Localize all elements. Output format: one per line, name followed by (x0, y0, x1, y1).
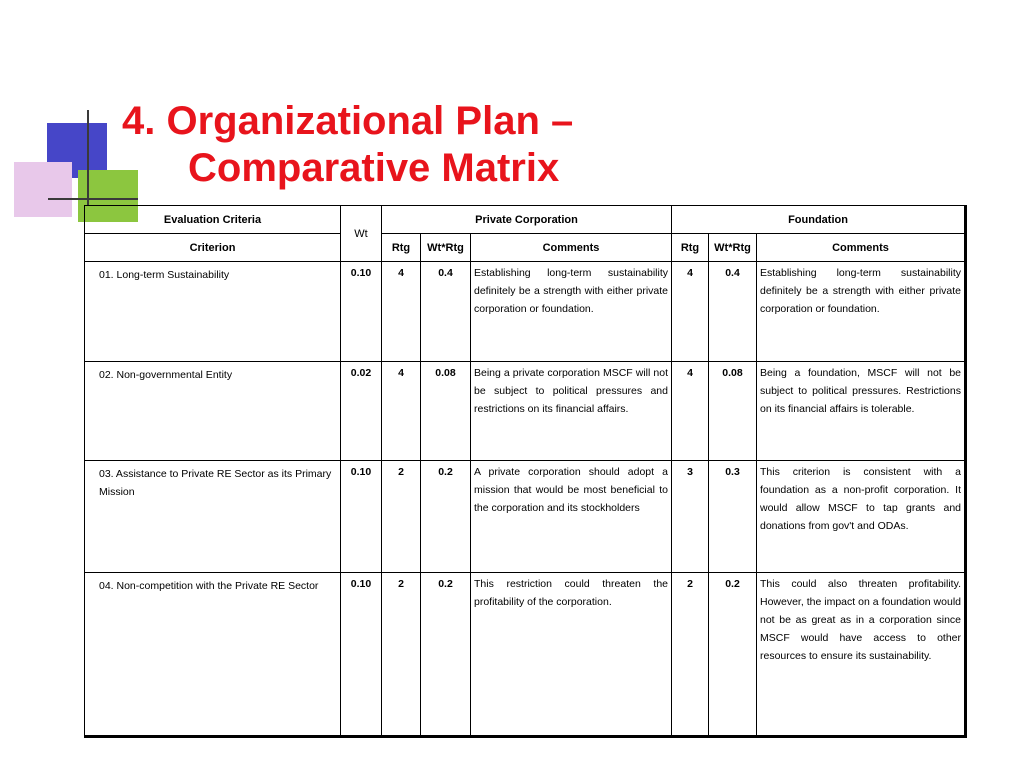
slide-title-line2: Comparative Matrix (188, 146, 560, 190)
wt-cell: 0.10 (341, 461, 382, 573)
header-private-corporation: Private Corporation (382, 206, 672, 234)
pc-wtrtg-cell: 0.08 (421, 362, 471, 461)
table-row (85, 362, 966, 461)
f-comment-cell: This criterion is consistent with a foundation as a non-profit corporation. It would allow MSCF to tap grants and donations from gov't and ODAs. (757, 461, 966, 573)
pc-rtg-cell: 2 (382, 461, 421, 573)
f-comment-cell: Being a foundation, MSCF will not be subject to political pressures. Restrictions on its financial affairs is tolerable. (757, 362, 966, 461)
f-rtg-cell: 4 (672, 362, 709, 461)
header-f-rtg: Rtg (672, 234, 709, 262)
pc-comment-cell: This restriction could threaten the profitability of the corporation. (471, 573, 672, 737)
decor-vertical-line (87, 110, 89, 206)
header-wt: Wt (341, 206, 382, 262)
slide-title-line1: 4. Organizational Plan – (122, 99, 574, 143)
f-comment-cell: Establishing long-term sustainability definitely be a strength with either private corporation or foundation. (757, 262, 966, 362)
criterion-cell: 01. Long-term Sustainability (85, 262, 341, 362)
f-wtrtg-cell: 0.4 (709, 262, 757, 362)
header-f-wt-rtg: Wt*Rtg (709, 234, 757, 262)
decor-horizontal-line (48, 198, 138, 200)
slide-title (122, 98, 682, 192)
header-criterion: Criterion (85, 234, 341, 262)
header-pc-comments: Comments (471, 234, 672, 262)
f-wtrtg-cell: 0.3 (709, 461, 757, 573)
criterion-cell: 04. Non-competition with the Private RE Sector (85, 573, 341, 737)
f-wtrtg-cell: 0.08 (709, 362, 757, 461)
decor-pink-square (14, 162, 72, 217)
header-foundation: Foundation (672, 206, 966, 234)
pc-wtrtg-cell: 0.4 (421, 262, 471, 362)
table-row (85, 573, 966, 737)
header-pc-rtg: Rtg (382, 234, 421, 262)
f-wtrtg-cell: 0.2 (709, 573, 757, 737)
header-evaluation-criteria: Evaluation Criteria (85, 206, 341, 234)
comparative-matrix-table (84, 205, 967, 738)
wt-cell: 0.10 (341, 262, 382, 362)
header-row-1 (85, 206, 966, 234)
pc-comment-cell: Being a private corporation MSCF will not be subject to political pressures and restrictions on its financial affairs. (471, 362, 672, 461)
pc-comment-cell: A private corporation should adopt a mission that would be most beneficial to the corporation and its stockholders (471, 461, 672, 573)
pc-wtrtg-cell: 0.2 (421, 573, 471, 737)
wt-cell: 0.10 (341, 573, 382, 737)
header-pc-wt-rtg: Wt*Rtg (421, 234, 471, 262)
table-row (85, 461, 966, 573)
f-comment-cell: This could also threaten profitability. However, the impact on a foundation would not be as great as in a corporation since MSCF would have access to other resources to ensure its sustainability. (757, 573, 966, 737)
f-rtg-cell: 3 (672, 461, 709, 573)
pc-rtg-cell: 4 (382, 262, 421, 362)
f-rtg-cell: 2 (672, 573, 709, 737)
criterion-cell: 03. Assistance to Private RE Sector as its Primary Mission (85, 461, 341, 573)
wt-cell: 0.02 (341, 362, 382, 461)
pc-comment-cell: Establishing long-term sustainability definitely be a strength with either private corporation or foundation. (471, 262, 672, 362)
pc-rtg-cell: 2 (382, 573, 421, 737)
header-f-comments: Comments (757, 234, 966, 262)
table-row (85, 262, 966, 362)
pc-rtg-cell: 4 (382, 362, 421, 461)
criterion-cell: 02. Non-governmental Entity (85, 362, 341, 461)
header-row-2 (85, 234, 966, 262)
pc-wtrtg-cell: 0.2 (421, 461, 471, 573)
f-rtg-cell: 4 (672, 262, 709, 362)
